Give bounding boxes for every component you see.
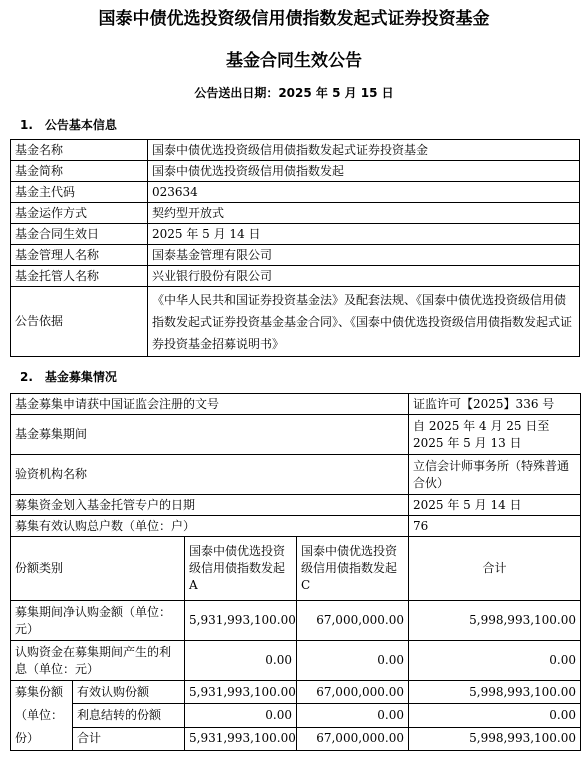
table-row	[11, 394, 581, 415]
table-row	[11, 266, 580, 287]
cell-value: 5,931,993,100.00	[185, 681, 297, 704]
cell-label: 基金主代码	[11, 182, 148, 203]
cell-value: 《中华人民共和国证券投资基金法》及配套法规、《国泰中债优选投资级信用债指数发起式证券投资基金基金合同》、《国泰中债优选投资级信用债指数发起式证券投资基金招募说明书》	[148, 287, 580, 357]
cell-value: 0.00	[185, 641, 297, 681]
table-row	[11, 415, 581, 455]
cell-label: 份额类别	[11, 537, 185, 601]
cell-value: 67,000,000.00	[297, 681, 409, 704]
cell-value: 67,000,000.00	[297, 601, 409, 641]
table-row	[11, 601, 581, 641]
basic-info-table	[10, 139, 580, 357]
column-header-total: 合计	[409, 537, 581, 601]
table-row	[11, 182, 580, 203]
cell-label: 基金简称	[11, 161, 148, 182]
table-row	[11, 245, 580, 266]
announcement-date: 公告送出日期：2025 年 5 月 15 日	[194, 86, 394, 100]
table-row	[11, 203, 580, 224]
cell-value: 023634	[148, 182, 580, 203]
table-row	[11, 495, 581, 516]
cell-value: 5,931,993,100.00	[185, 601, 297, 641]
cell-value: 0.00	[185, 704, 297, 727]
cell-label: 募集资金划入基金托管专户的日期	[11, 495, 409, 516]
cell-label: 基金名称	[11, 140, 148, 161]
cell-label: 公告依据	[11, 287, 148, 357]
table-row	[11, 727, 581, 750]
cell-label: 有效认购份额	[73, 681, 185, 704]
cell-value: 0.00	[297, 641, 409, 681]
document-title: 国泰中债优选投资级信用债指数发起式证券投资基金	[98, 9, 490, 29]
cell-label: 验资机构名称	[11, 455, 409, 495]
cell-label: 基金募集期间	[11, 415, 409, 455]
section-1-heading: 1. 公告基本信息	[20, 118, 117, 132]
cell-value: 76	[409, 516, 581, 537]
cell-label: 募集份额（单位：份）	[11, 681, 73, 751]
cell-label: 基金运作方式	[11, 203, 148, 224]
table-row	[11, 704, 581, 727]
fundraising-table	[10, 393, 581, 751]
cell-value: 0.00	[409, 704, 581, 727]
cell-value: 证监许可【2025】336 号	[409, 394, 581, 415]
cell-value: 5,998,993,100.00	[409, 727, 581, 750]
table-row	[11, 161, 580, 182]
cell-value: 国泰中债优选投资级信用债指数发起	[148, 161, 580, 182]
cell-value: 自 2025 年 4 月 25 日至 2025 年 5 月 13 日	[409, 415, 581, 455]
cell-value: 0.00	[297, 704, 409, 727]
cell-label: 认购资金在募集期间产生的利息（单位：元）	[11, 641, 185, 681]
column-header-a: 国泰中债优选投资级信用债指数发起 A	[185, 537, 297, 601]
cell-label: 募集有效认购总户数（单位：户）	[11, 516, 409, 537]
table-row	[11, 516, 581, 537]
table-row	[11, 140, 580, 161]
cell-value: 5,931,993,100.00	[185, 727, 297, 750]
cell-value: 5,998,993,100.00	[409, 601, 581, 641]
cell-value: 立信会计师事务所（特殊普通合伙）	[409, 455, 581, 495]
document-subtitle: 基金合同生效公告	[226, 51, 362, 71]
table-row	[11, 455, 581, 495]
cell-value: 67,000,000.00	[297, 727, 409, 750]
column-header-c: 国泰中债优选投资级信用债指数发起 C	[297, 537, 409, 601]
cell-value: 2025 年 5 月 14 日	[148, 224, 580, 245]
cell-label: 合计	[73, 727, 185, 750]
cell-value: 0.00	[409, 641, 581, 681]
table-row	[11, 681, 581, 704]
cell-label: 基金募集申请获中国证监会注册的文号	[11, 394, 409, 415]
table-row	[11, 224, 580, 245]
table-row	[11, 641, 581, 681]
cell-value: 国泰基金管理有限公司	[148, 245, 580, 266]
cell-value: 国泰中债优选投资级信用债指数发起式证券投资基金	[148, 140, 580, 161]
cell-value: 兴业银行股份有限公司	[148, 266, 580, 287]
table-row	[11, 287, 580, 357]
cell-value: 5,998,993,100.00	[409, 681, 581, 704]
cell-label: 基金管理人名称	[11, 245, 148, 266]
cell-value: 2025 年 5 月 14 日	[409, 495, 581, 516]
cell-label: 募集期间净认购金额（单位：元）	[11, 601, 185, 641]
cell-label: 基金合同生效日	[11, 224, 148, 245]
cell-label: 利息结转的份额	[73, 704, 185, 727]
cell-label: 基金托管人名称	[11, 266, 148, 287]
cell-value: 契约型开放式	[148, 203, 580, 224]
table-row	[11, 537, 581, 601]
section-2-heading: 2. 基金募集情况	[20, 370, 117, 384]
